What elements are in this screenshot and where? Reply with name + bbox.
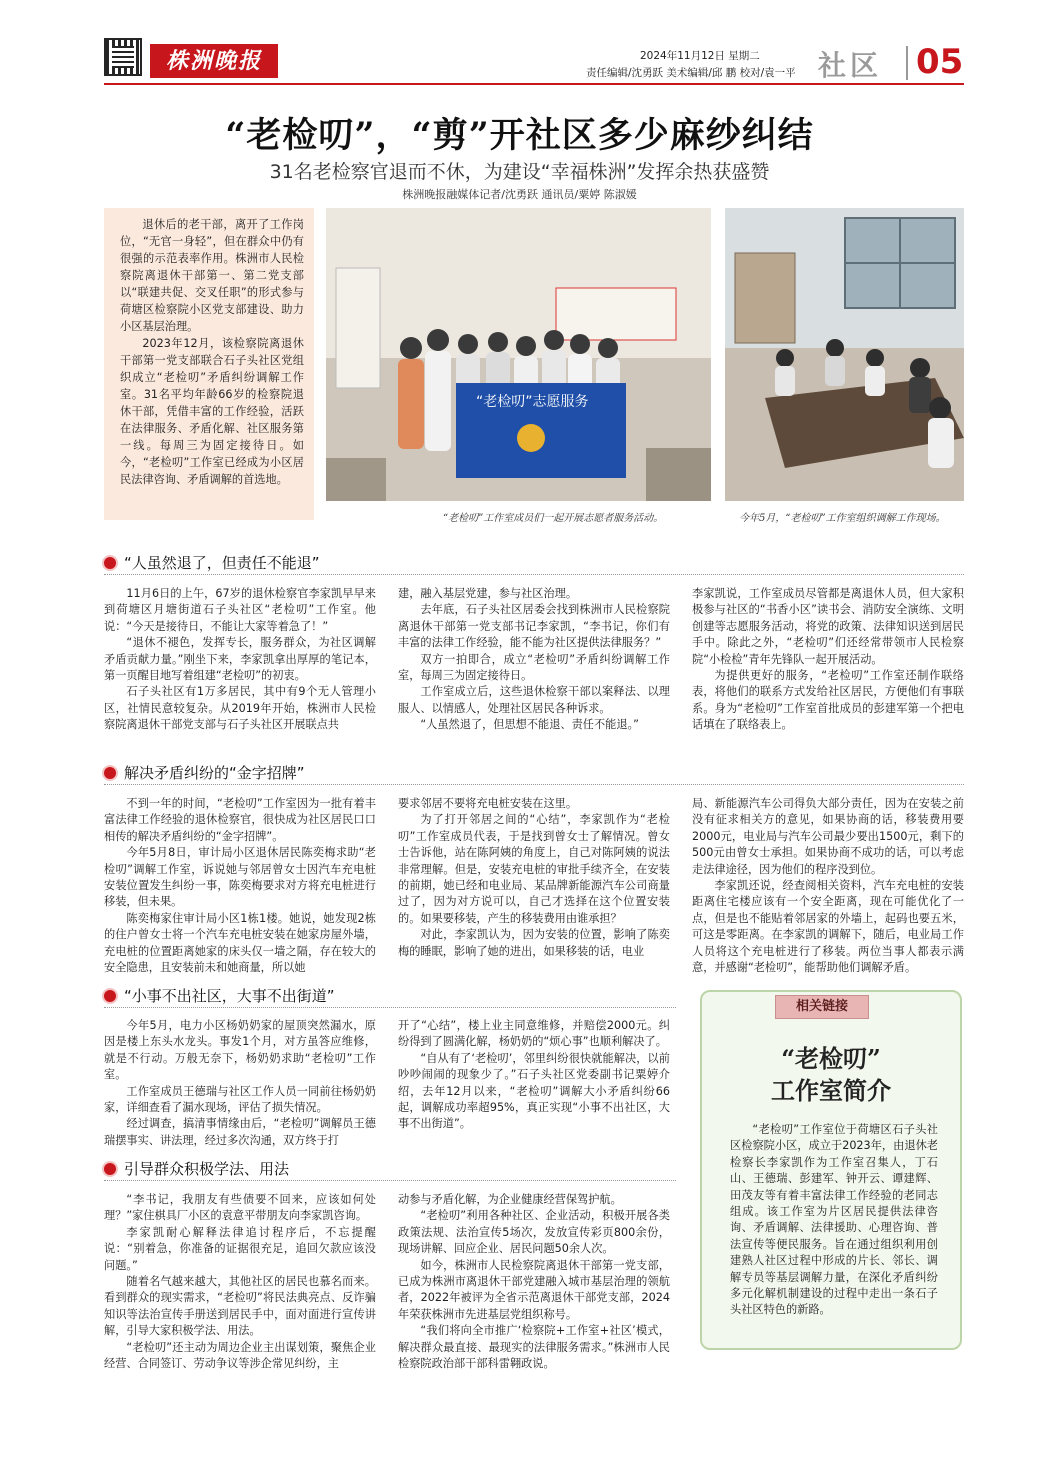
sidebar-paragraph: “老检叨”工作室位于荷塘区石子头社区检察院小区，成立于2023年，由退休老检察长李家凯作为工作室召集人，丁石山、王德瑞、彭建军、钟开云、谭建辉、田茂友等有着丰富法律工作经验的老同志组成。该工作室为片区居民提供法律咨询、矛盾调解、法律援助、心理咨询、普法宣传等便民服务。旨在通过组织利用创建熟人社区过程中形成的片长、邻长、调解专员等基层调解力量，在深化矛盾纠纷多元化解机制建设的过程中走出一条石子头社区特色的新路。 bbox=[730, 1123, 938, 1317]
article-column bbox=[398, 796, 670, 960]
article-column bbox=[104, 586, 376, 734]
page-number: 05 bbox=[916, 42, 964, 82]
volunteer-group-photo bbox=[326, 208, 711, 501]
bullet-icon bbox=[104, 990, 116, 1002]
section-divider bbox=[104, 784, 964, 785]
section-divider bbox=[104, 574, 964, 575]
paragraph: 今年5月，电力小区杨奶奶家的屋顶突然漏水，原因是楼上东头水龙头。事发1个月，对方虽答应维修，就是不行动。万般无奈下，杨奶奶求助“老检叨”工作室。 bbox=[104, 1019, 376, 1082]
article-column bbox=[104, 1192, 376, 1372]
intro-paragraph: 2023年12月，该检察院离退休干部第一党支部联合石子头社区党组织成立“老检叨”矛盾纠纷调解工作室。31名平均年龄66岁的检察院退休干部，凭借丰富的工作经验，活跃在法律服务、矛盾化解、社区服务第一线。每周三为固定接待日。如今，“老检叨”工作室已经成为小区居民法律咨询、矛盾调解的首选地。 bbox=[120, 337, 304, 486]
paragraph: 不到一年的时间，“老检叨”工作室因为一批有着丰富法律工作经验的退休检察官，很快成为社区居民口口相传的解决矛盾纠纷的“金字招牌”。 bbox=[104, 797, 376, 843]
paragraph: 对此，李家凯认为，因为安装的位置，影响了陈奕梅的睡眠，影响了她的进出，如果移装的话，电业 bbox=[398, 928, 670, 958]
paragraph: 11月6日的上午，67岁的退休检察官李家凯早早来到荷塘区月塘街道石子头社区“老检叨”工作室。他说：“今天是接待日，不能让大家等着急了！” bbox=[104, 587, 376, 633]
paragraph: 李家凯还说，经查阅相关资料，汽车充电桩的安装距离住宅楼应该有一个安全距离，现在可能优化了一点，但是也不能贴着邻居家的外墙上，起码也要五米，可这是零距离。在李家凯的调解下，随后，电业局工作人员将这个充电桩进行了移装。两位当事人都表示满意，并感谢“老检叨”，能帮助他们调解矛盾。 bbox=[692, 879, 964, 975]
related-link-tag: 相关链接 bbox=[775, 995, 869, 1019]
sidebar-body bbox=[730, 1122, 938, 1319]
article-column bbox=[398, 1192, 670, 1372]
section-heading: 解决矛盾纠纷的“金字招牌” bbox=[104, 762, 305, 783]
page-title: “老检叨”，“剪”开社区多少麻纱纠结 bbox=[225, 115, 814, 156]
mediation-scene-photo bbox=[725, 208, 964, 501]
intro-box bbox=[104, 208, 314, 520]
qr-code[interactable] bbox=[104, 38, 142, 76]
section-heading: 引导群众积极学法、用法 bbox=[104, 1158, 289, 1179]
paragraph: “李书记，我朋友有些债要不回来，应该如何处理？”家住棋具厂小区的袁意平带朋友向李家凯咨询。 bbox=[104, 1193, 376, 1223]
banner-text: “老检叨”志愿服务 bbox=[476, 394, 589, 410]
sidebar-title-line: “老检叨” bbox=[781, 1044, 881, 1073]
paragraph: 建，融入基层党建，参与社区治理。 bbox=[398, 587, 578, 600]
editors-credit: 责任编辑/沈勇跃 美术编辑/邱 鹏 校对/袁一平 bbox=[586, 67, 796, 79]
paragraph: 经过调查，搞清事情缘由后，“老检叨”调解员王德瑞摆事实、讲法理，经过多次沟通，双方终于打 bbox=[104, 1117, 376, 1147]
group-photo-illustration bbox=[326, 208, 711, 501]
sidebar-title-line: 工作室简介 bbox=[771, 1076, 891, 1105]
article-column bbox=[692, 586, 964, 734]
paragraph: 为提供更好的服务，“老检叨”工作室还制作联络表，将他们的联系方式发给社区居民，方便他们有事联系。身为“老检叨”工作室首批成员的彭建军第一个把电话填在了联络表上。 bbox=[692, 669, 964, 732]
article-column bbox=[104, 796, 376, 976]
header-divider bbox=[906, 46, 908, 80]
issue-date: 2024年11月12日 星期二 bbox=[640, 50, 760, 62]
photo-caption: 今年5月，“老检叨”工作室组织调解工作现场。 bbox=[739, 513, 946, 524]
paragraph: 石子头社区有1万多居民，其中有9个无人管理小区，社情民意较复杂。从2019年开始，株洲市人民检察院离退休干部党支部与石子头社区开展联点共 bbox=[104, 685, 376, 732]
paragraph: “自从有了‘老检叨’，邻里纠纷很快就能解决，以前吵吵闹闹的现象少了。”石子头社区党委副书记粟婷介绍，去年12月以来，“老检叨”调解大小矛盾纠纷66起，调解成功率超95%，真正实现“小事不出社区，大事不出街道”。 bbox=[398, 1051, 670, 1131]
section-divider bbox=[104, 1007, 676, 1008]
paragraph: 陈奕梅家住审计局小区1栋1楼。她说，她发现2栋的住户曾女士将一个汽车充电桩安装在她家房屋外墙，充电桩的位置距离她家的床头仅一墙之隔，存在较大的安全隐患，且安装前未和她商量，所以她 bbox=[104, 911, 376, 975]
photo-caption: “老检叨”工作室成员们一起开展志愿者服务活动。 bbox=[443, 513, 664, 524]
article-column bbox=[398, 586, 670, 734]
paragraph: 去年底，石子头社区居委会找到株洲市人民检察院离退休干部第一党支部书记李家凯，“李书记，你们有丰富的法律工作经验，能不能为社区提供法律服务？” bbox=[398, 603, 670, 650]
paragraph: “老检叨”还主动为周边企业主出谋划策，聚焦企业经营、合同签订、劳动争议等涉企常见纠纷，主 bbox=[104, 1340, 376, 1371]
paragraph: 工作室成立后，这些退休检察干部以案释法、以理服人、以情感人，处理社区居民各种诉求。 bbox=[398, 685, 670, 715]
newspaper-logo: 株洲晚报 bbox=[150, 44, 278, 78]
section-divider bbox=[104, 1180, 676, 1181]
section-name: 社区 bbox=[818, 49, 883, 82]
article-column bbox=[692, 796, 964, 976]
paragraph: 要求邻居不要将充电桩安装在这里。 bbox=[398, 797, 578, 810]
article-column bbox=[398, 1018, 670, 1133]
paragraph: 局、新能源汽车公司得负大部分责任，因为在安装之前没有征求相关方的意见，如果协商的话，移装费用要2000元，电业局与汽车公司最少要出1500元，剩下的500元由曾女士承担。如果协商不成功的话，可以考虑走法律途径，因为他们的程序没到位。 bbox=[692, 797, 964, 876]
bullet-icon bbox=[104, 557, 116, 569]
paragraph: 动参与矛盾化解，为企业健康经营保驾护航。 bbox=[398, 1193, 622, 1206]
paragraph: 李家凯耐心解释法律追讨程序后，不忘提醒说：“别着急，你准备的证据很充足，追回欠款应该没问题。” bbox=[104, 1225, 376, 1272]
subtitle: 31名老检察官退而不休，为建设“幸福株洲”发挥余热获盛赞 bbox=[269, 161, 770, 183]
paragraph: 双方一拍即合，成立“老检叨”矛盾纠纷调解工作室，每周三为固定接待日。 bbox=[398, 652, 670, 683]
section-heading: “人虽然退了，但责任不能退” bbox=[104, 552, 320, 573]
meeting-photo-illustration bbox=[725, 208, 964, 501]
paragraph: “退休不褪色，发挥专长，服务群众，为社区调解矛盾贡献力量。”刚坐下来，李家凯拿出厚厚的笔记本，第一页醒目地写着组建“老检叨”的初衷。 bbox=[104, 636, 376, 683]
article-column bbox=[104, 1018, 376, 1149]
paragraph: “老检叨”利用各种社区、企业活动，积极开展各类政策法规、法治宣传5场次，发放宣传彩页800余份，现场讲解、回应企业、居民问题50余人次。 bbox=[398, 1209, 670, 1256]
sidebar-title bbox=[700, 1043, 962, 1107]
header-rule bbox=[104, 83, 964, 85]
paragraph: 开了“心结”，楼上业主同意维修，并赔偿2000元。纠纷得到了圆满化解，杨奶奶的“烦心事”也顺利解决了。 bbox=[398, 1019, 670, 1049]
section-heading: “小事不出社区，大事不出街道” bbox=[104, 985, 335, 1006]
intro-paragraph: 退休后的老干部，离开了工作岗位，“无官一身轻”，但在群众中仍有很强的示范表率作用。株洲市人民检察院离退休干部第一、第二党支部以“联建共促、交叉任职”的形式参与荷塘区检察院小区党支部建设、助力小区基层治理。 bbox=[120, 218, 304, 333]
paragraph: 工作室成员王德瑞与社区工作人员一同前往杨奶奶家，详细查看了漏水现场，评估了损失情况。 bbox=[104, 1084, 376, 1115]
bullet-icon bbox=[104, 767, 116, 779]
bullet-icon bbox=[104, 1163, 116, 1175]
byline: 株洲晚报融媒体记者/沈勇跃 通讯员/粟婷 陈淑媛 bbox=[402, 188, 637, 201]
paragraph: “我们将向全市推广‘检察院+工作室+社区’模式，解决群众最直接、最现实的法律服务需求。”株洲市人民检察院政治部干部科雷翱政说。 bbox=[398, 1324, 670, 1371]
paragraph: 如今，株洲市人民检察院离退休干部第一党支部，已成为株洲市离退休干部党建融入城市基层治理的领航者，2022年被评为全省示范离退休干部党支部，2024年荣获株洲市先进基层党组织称号。 bbox=[398, 1258, 670, 1321]
paragraph: 李家凯说，工作室成员尽管都是离退休人员，但大家积极参与社区的“书香小区”读书会、消防安全演练、文明创建等志愿服务活动，将党的政策、法律知识送到居民手中。除此之外，“老检叨”们还经常带领市人民检察院“小检检”青年先锋队一起开展活动。 bbox=[692, 587, 964, 666]
paragraph: 今年5月8日，审计局小区退休居民陈奕梅求助“老检叨”调解工作室，诉说她与邻居曾女士因汽车充电桩安装位置发生纠纷一事，陈奕梅要求对方将充电桩进行移装，但未果。 bbox=[104, 846, 376, 909]
paragraph: “人虽然退了，但思想不能退、责任不能退。” bbox=[420, 718, 639, 732]
paragraph: 随着名气越来越大，其他社区的居民也慕名而来。看到群众的现实需求，“老检叨”将民法典亮点、反诈骗知识等法治宣传手册送到居民手中，面对面进行宣传讲解，引导大家积极学法、用法。 bbox=[104, 1275, 376, 1338]
paragraph: 为了打开邻居之间的“心结”，李家凯作为“老检叨”工作室成员代表，于是找到曾女士了解情况。曾女士告诉他，站在陈阿姨的角度上，自己对陈阿姨的说法非常理解。但是，安装充电桩的审批手续齐全，在安装的前期，她已经和电业局、某品牌新能源汽车公司商量过了，因为对方说可以，自己才选择在这个位置安装的。如果要移装，产生的移装费用由谁承担？ bbox=[398, 813, 670, 925]
